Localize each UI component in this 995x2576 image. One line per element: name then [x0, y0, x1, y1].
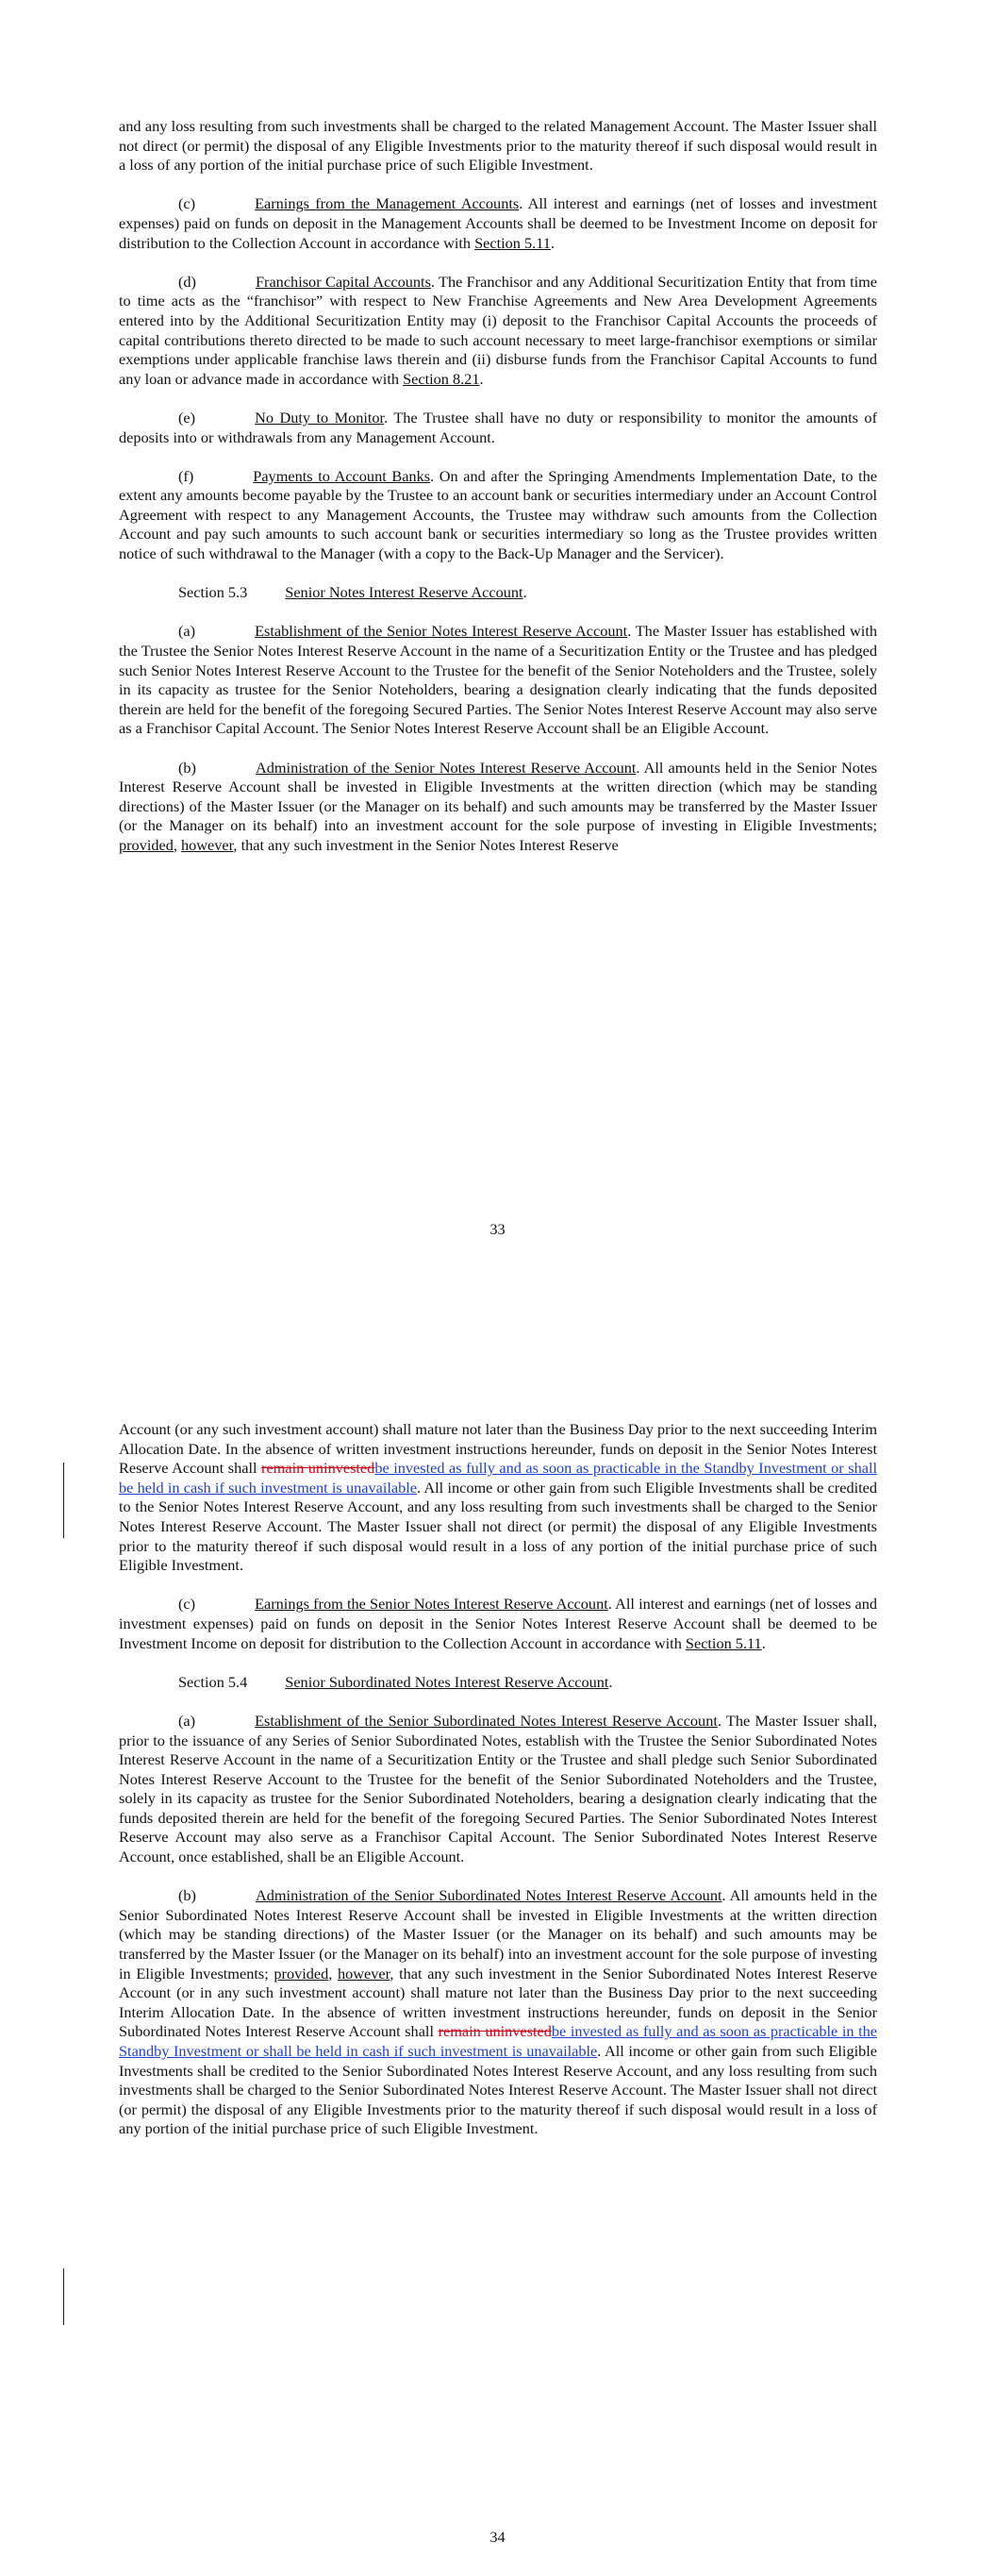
clause-title: Payments to Account Banks — [253, 466, 431, 485]
however-term: however — [338, 1964, 390, 1982]
clause-title: No Duty to Monitor — [255, 408, 385, 427]
clause-number: (a) — [178, 1711, 196, 1730]
page-number: 33 — [489, 1220, 506, 1238]
section-label: Section 5.4 — [178, 1672, 248, 1691]
paragraph-b-administration: (b) Administration of the Senior Subordinated Notes Interest Reserve Account. All amounts held in the Senior Subordinated Notes Interest Reserve Account shall be invested in Eligible Investments at the written direction (which may be standing directions) of the Master Issuer (or the Manager on its behalf) and such amounts may be transferred by the Master Issuer (or the Manager on its behalf) into an investment account for the sole purpose of investing in Eligible Investments; provided, however, that any such investment in the Senior Subordinated Notes Interest Reserve Account (or in any such investment account) shall mature not later than the Business Day prior to the next succeeding Interim Allocation Date. In the absence of written investment instructions hereunder, funds on deposit in the Senior Subordinated Notes Interest Reserve Account shall remain uninvestedbe invested as fully and as soon as practicable in the Standby Investment or shall be held in cash if such investment is unavailable. All income or other gain from such Eligible Investments shall be credited to the Senior Subordinated Notes Interest Reserve Account, and any loss resulting from such investments shall be charged to the Senior Subordinated Notes Interest Reserve Account. The Master Issuer shall not direct (or permit) the disposal of any Eligible Investments prior to the maturity thereof if such disposal would result in a loss of any portion of the initial purchase price of such Eligible Investment. — [119, 1886, 878, 2138]
page-34-body — [119, 1420, 877, 2159]
however-term: however — [181, 835, 234, 854]
clause-title: Franchisor Capital Accounts — [255, 272, 431, 291]
section-title: Senior Subordinated Notes Interest Reserve Account — [285, 1672, 609, 1691]
clause-title: Earnings from the Management Accounts — [255, 194, 520, 213]
paragraph-continuation: and any loss resulting from such investments shall be charged to the related Management Account. The Master Issuer shall not direct (or permit) the disposal of any Eligible Investments prior to the maturity thereof if such disposal would result in a loss of any portion of the initial purchase price of such Eligible Investment. — [119, 117, 877, 175]
change-bar — [63, 2268, 64, 2325]
clause-title: Establishment of the Senior Notes Interest Reserve Account — [255, 622, 628, 641]
page-number: 34 — [489, 2528, 506, 2546]
clause-title: Establishment of the Senior Subordinated Notes Interest Reserve Account — [255, 1711, 718, 1730]
paragraph-a-establishment: (a) Establishment of the Senior Notes Interest Reserve Account. The Master Issuer has established with the Trustee the Senior Notes Interest Reserve Account in the name of a Securitization Entity or the Trustee and has pledged such Senior Notes Interest Reserve Account to the Trustee for the benefit of the Senior Noteholders and the Trustee, solely in its capacity as trustee for the Senior Noteholders, bearing a designation clearly indicating that the funds deposited therein are held for the benefit of the foregoing Secured Parties. The Senior Notes Interest Reserve Account may also serve as a Franchisor Capital Account. The Senior Notes Interest Reserve Account shall be an Eligible Account. — [119, 622, 877, 738]
section-heading-5-3: Section 5.3 Senior Notes Interest Reserve Account. — [178, 583, 527, 602]
clause-number: (e) — [178, 408, 196, 427]
clause-number: (b) — [178, 1886, 196, 1905]
paragraph-d-franchisor-capital: (d) Franchisor Capital Accounts. The Franchisor and any Additional Securitization Entity that from time to time acts as the “franchisor” with respect to New Franchise Agreements and New Area Development Agreements entered into by the Additional Securitization Entity may (i) deposit to the Franchisor Capital Accounts the proceeds of capital contributions thereto directed to be made to such account necessary to meet large-franchisor exemptions or similar exemptions under applicable franchise laws therein and (ii) disburse funds from the Franchisor Capital Accounts to fund any loan or advance made in accordance with Section 8.21. — [119, 272, 878, 388]
section-reference: Section 5.11 — [685, 1633, 762, 1652]
section-heading-5-4: Section 5.4 Senior Subordinated Notes Interest Reserve Account. — [178, 1672, 613, 1691]
clause-title: Administration of the Senior Notes Interest Reserve Account — [255, 758, 637, 777]
page-34 — [0, 1288, 995, 2576]
deleted-text: remain uninvested — [261, 1459, 375, 1478]
paragraph-c-management-earnings: (c) Earnings from the Management Accounts. All interest and earnings (net of losses and investment expenses) paid on funds on deposit in the Management Accounts shall be deemed to be Investment Income on deposit for distribution to the Collection Account in accordance with Section 5.11. — [119, 194, 878, 252]
paragraph-a-establishment: (a) Establishment of the Senior Subordinated Notes Interest Reserve Account. The Master Issuer shall, prior to the issuance of any Series of Senior Subordinated Notes, establish with the Trustee the Senior Subordinated Notes Interest Reserve Account in the name of a Securitization Entity or the Trustee and shall pledge such Senior Subordinated Notes Interest Reserve Account to the Trustee for the benefit of the Senior Subordinated Noteholders and the Trustee, solely in its capacity as trustee for the Senior Subordinated Noteholders, bearing a designation clearly indicating that the funds deposited therein are held for the benefit of the foregoing Secured Parties. The Senior Subordinated Notes Interest Reserve Account may also serve as a Franchisor Capital Account. The Senior Subordinated Notes Interest Reserve Account, once established, shall be an Eligible Account. — [119, 1711, 877, 1866]
clause-number: (c) — [178, 194, 196, 213]
paragraph-b-administration: (b) Administration of the Senior Notes Interest Reserve Account. All amounts held in the Senior Notes Interest Reserve Account shall be invested in Eligible Investments at the written direction (which may be standing directions) of the Master Issuer (or the Manager on its behalf) and such amounts may be transferred by the Master Issuer (or the Manager on its behalf) into an investment account for the sole purpose of investing in Eligible Investments; provided, however, that any such investment in the Senior Notes Interest Reserve — [119, 758, 877, 854]
change-bar — [63, 1463, 64, 1538]
clause-number: (d) — [178, 272, 196, 291]
paragraph-f-account-banks: (f) Payments to Account Banks. On and after the Springing Amendments Implementation Date, to the extent any amounts become payable by the Trustee to an account bank or securities intermediary under an Account Control Agreement with respect to any Management Accounts, the Trustee may withdraw such amounts from the Collection Account and pay such amounts to such account bank or securities intermediary so long as the Trustee provides written notice of such withdrawal to the Manager (with a copy to the Back-Up Manager and the Servicer). — [119, 466, 878, 563]
section-reference: Section 5.11 — [474, 233, 551, 252]
clause-number: (b) — [178, 758, 196, 777]
paragraph-continuation: Account (or any such investment account) shall mature not later than the Business Day prior to the next succeeding Interim Allocation Date. In the absence of written investment instructions hereunder, funds on deposit in the Senior Notes Interest Reserve Account shall remain uninvestedbe invested as fully and as soon as practicable in the Standby Investment or shall be held in cash if such investment is unavailable. All income or other gain from such Eligible Investments shall be credited to the Senior Notes Interest Reserve Account, and any loss resulting from such investments shall be charged to the Senior Notes Interest Reserve Account. The Master Issuer shall not direct (or permit) the disposal of any Eligible Investments prior to the maturity thereof if such disposal would result in a loss of any portion of the initial purchase price of such Eligible Investment. — [119, 1420, 878, 1575]
deleted-text: remain uninvested — [438, 2022, 552, 2041]
inserted-text: be invested as fully and as soon as practicable in the Standby Investment or shall be held in cash if such investment is unavailable — [119, 1459, 878, 1497]
clause-number: (c) — [178, 1595, 196, 1614]
clause-number: (a) — [178, 622, 196, 641]
clause-title: Administration of the Senior Subordinated Notes Interest Reserve Account — [255, 1886, 722, 1905]
section-reference: Section 8.21 — [403, 369, 480, 388]
page-33-body — [119, 117, 877, 875]
inserted-text: be invested as fully and as soon as practicable in the Standby Investment or shall be held in cash if such investment is unavailable — [119, 2022, 877, 2060]
clause-number: (f) — [178, 466, 194, 485]
clause-title: Earnings from the Senior Notes Interest Reserve Account — [255, 1595, 608, 1614]
section-title: Senior Notes Interest Reserve Account — [285, 583, 523, 602]
section-label: Section 5.3 — [178, 583, 248, 602]
provided-term: provided — [119, 835, 174, 854]
provided-term: provided — [274, 1964, 329, 1982]
paragraph-e-no-duty: (e) No Duty to Monitor. The Trustee shall have no duty or responsibility to monitor the amounts of deposits into or withdrawals from any Management Account. — [119, 408, 877, 446]
paragraph-c-reserve-earnings: (c) Earnings from the Senior Notes Interest Reserve Account. All interest and earnings (net of losses and investment expenses) paid on funds on deposit in the Senior Notes Interest Reserve Account shall be deemed to be Investment Income on deposit for distribution to the Collection Account in accordance with Section 5.11. — [119, 1595, 877, 1652]
